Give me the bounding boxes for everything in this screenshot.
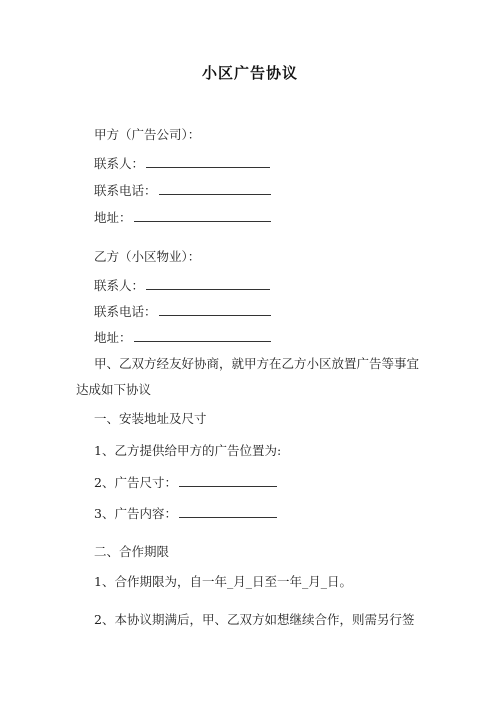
party-a-contact-line xyxy=(94,155,270,173)
party-a-address-label: 地址： xyxy=(94,210,132,225)
document-title: 小区广告协议 xyxy=(201,64,298,82)
intro-paragraph: 甲、乙双方经友好协商，就甲方在乙方小区放置广告等事宜达成如下协议 xyxy=(76,356,420,397)
ad-content-blank[interactable] xyxy=(179,505,277,518)
party-a-phone-label: 联系电话： xyxy=(94,183,157,198)
party-a-phone-blank[interactable] xyxy=(159,182,271,195)
party-b-contact-label: 联系人： xyxy=(94,278,145,293)
party-b-contact-blank[interactable] xyxy=(146,277,270,290)
party-b-heading: 乙方（小区物业）： xyxy=(94,249,201,264)
party-a-address-line xyxy=(94,209,271,227)
party-b-contact-line xyxy=(94,277,270,295)
section1-item3-label: 3、广告内容： xyxy=(94,506,177,521)
section1-item1: 1、乙方提供给甲方的广告位置为: xyxy=(94,443,282,458)
party-b-phone-label: 联系电话： xyxy=(94,304,157,319)
party-b-address-line xyxy=(94,329,271,347)
party-a-phone-line xyxy=(94,182,271,200)
party-a-contact-blank[interactable] xyxy=(146,155,270,168)
section2-item1: 1、合作期限为，自一年_月_日至一年_月_日。 xyxy=(94,574,352,589)
party-a-heading: 甲方（广告公司）： xyxy=(94,127,201,142)
section2-heading: 二、合作期限 xyxy=(94,544,170,559)
section2-item2: 2、本协议期满后，甲、乙双方如想继续合作，则需另行签 xyxy=(94,612,415,627)
section1-heading: 一、安装地址及尺寸 xyxy=(94,411,207,426)
party-b-address-label: 地址： xyxy=(94,330,132,345)
section1-item2-line xyxy=(94,474,277,492)
section1-item2-label: 2、广告尺寸： xyxy=(94,475,177,490)
party-b-phone-line xyxy=(94,303,271,321)
party-b-address-blank[interactable] xyxy=(134,329,271,342)
party-a-contact-label: 联系人： xyxy=(94,156,145,171)
ad-size-blank[interactable] xyxy=(179,474,277,487)
party-b-phone-blank[interactable] xyxy=(159,303,271,316)
section1-item3-line xyxy=(94,505,277,523)
party-a-address-blank[interactable] xyxy=(134,209,271,222)
